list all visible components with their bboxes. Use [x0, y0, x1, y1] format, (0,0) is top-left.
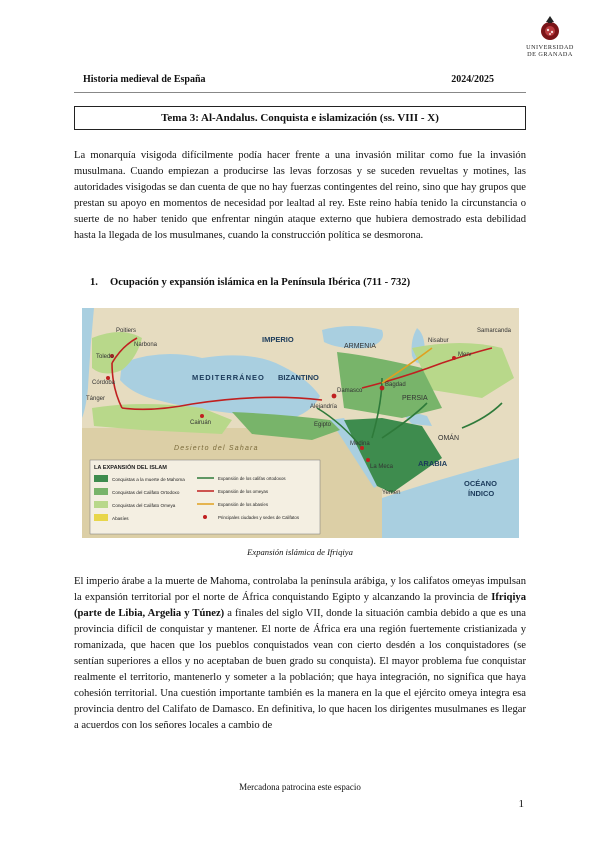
legend-city-dot [203, 515, 207, 519]
footer-sponsor: Mercadona patrocina este espacio [239, 782, 361, 792]
body-paragraph [74, 574, 526, 734]
legend-title: LA EXPANSIÓN DEL ISLAM [94, 465, 167, 471]
label-egipto: Egipto [314, 422, 332, 428]
header-divider [74, 92, 526, 93]
legend-right-label-3: Principales ciudades y sedes de Califatos [218, 515, 300, 520]
label-tanger: Tánger [86, 396, 106, 402]
body-text-bold: Ifriqiya (parte de Libia, Argelia y Túnez) [74, 592, 526, 619]
legend-label-0: Conquistas a la muerte de Mahoma [112, 477, 185, 482]
label-poitiers: Poitiers [116, 328, 137, 334]
legend-swatch-3 [94, 514, 108, 521]
label-narbona: Narbona [134, 342, 158, 348]
legend-right-label-2: Expansión de los abasíes [218, 502, 269, 507]
label-imperio: IMPERIO [262, 335, 294, 344]
section-title: Ocupación y expansión islámica en la Península Ibérica (711 - 732) [110, 277, 411, 288]
academic-year: 2024/2025 [451, 74, 494, 85]
label-yemen: Yemen [382, 490, 401, 496]
expansion-map [82, 308, 519, 538]
label-mediterraneo: MEDITERRÁNEO [192, 373, 265, 382]
label-cairuan: Cairuán [190, 420, 212, 426]
label-armenia: ARMENIA [344, 343, 376, 350]
course-title: Historia medieval de España [83, 74, 206, 85]
body-text-post: a finales del siglo VII, donde la situación cambia debido a que es una provincia difícil de conquistar y mantener. El norte de África era una región fuertemente cristianizada y romanizada, que hacen que los pueblos conquistados vean con cierto desdén a los conquistadores (se sentían superiores a ellos y no aceptaban de buen grado su conquista). El mayor problema fue conquistar realmente el territorio, mantenerlo y someter a la población; que haya integración, no significa que haya cohesión territorial. Una cuestión importante también es la manera en la que el ejército omeya integra esa provincia dentro del Califato de Damasco. En definitiva, lo que hacen los dirigentes musulmanes es llegar a acuerdos con los señores locales a cambio de [74, 608, 526, 731]
label-bagdad: Bagdad [385, 382, 406, 388]
section-heading [90, 277, 410, 288]
map-legend [90, 460, 320, 534]
legend-swatch-0 [94, 475, 108, 482]
figure-caption: Expansión islámica de Ifriqiya [247, 547, 353, 557]
legend-swatch-2 [94, 501, 108, 508]
label-nisabur: Nisabur [428, 338, 449, 344]
intro-paragraph: La monarquía visigoda difícilmente podía hacer frente a una invasión militar como fue la invasión musulmana. Cuando empiezan a producirse las levas forzosas y se suceden revueltas y motines, las autoridades visigodas se dan cuenta de que no hay fuerzas contingentes del reino, sino que hay grupos que prestan su apoyo en momentos de necesidad por lealtad al rey. Este reino había tenido la circunstancia o suerte de no haber tenido que enfrentar ningún ataque externo que hubiera demostrado esta debilidad hasta la llegada de los musulmanes, cuando la construcción política se desmorona. [74, 150, 526, 241]
body-text-pre: El imperio árabe a la muerte de Mahoma, controlaba la península arábiga, y los califatos omeyas impulsan la expansión territorial por el norte de África conquistando Egipto y alcanzando la provincia de [74, 576, 526, 603]
label-oman: OMÁN [438, 435, 459, 442]
legend-label-3: Abasíes [112, 516, 129, 521]
label-merv: Merv [458, 352, 472, 358]
page-number: 1 [518, 798, 524, 810]
label-persia: PERSIA [402, 395, 428, 402]
label-toledo: Toledo [96, 354, 114, 360]
label-cordoba: Córdoba [92, 380, 116, 386]
section-number: 1. [90, 277, 98, 288]
label-bizantino: BIZANTINO [278, 373, 319, 382]
label-alejandria: Alejandría [310, 404, 338, 410]
university-name-line2: DE GRANADA [527, 51, 573, 58]
label-damasco: Damasco [337, 388, 363, 394]
label-samarcanda: Samarcanda [477, 328, 512, 334]
label-arabia: ARABIA [418, 459, 448, 468]
legend-swatch-1 [94, 488, 108, 495]
pomegranate-emblem-icon [537, 14, 563, 44]
label-meca: La Meca [370, 464, 394, 470]
university-name-line1: UNIVERSIDAD [526, 44, 574, 51]
label-desierto: Desierto del Sahara [174, 445, 259, 452]
topic-title: Tema 3: Al-Andalus. Conquista e islamización (ss. VIII - X) [161, 112, 439, 124]
legend-right-label-1: Expansión de los omeyas [218, 489, 269, 494]
label-oceano: OCÉANO [464, 479, 497, 488]
label-medina: Medina [350, 441, 370, 447]
legend-label-1: Conquistas del Califato Ortodoxo [112, 490, 180, 495]
legend-right-label-0: Expansión de los califas ortodoxos [218, 476, 286, 481]
legend-label-2: Conquistas del Califato Omeya [112, 503, 176, 508]
topic-title-box [74, 106, 526, 130]
label-indico: ÍNDICO [468, 489, 495, 498]
university-logo [522, 14, 578, 58]
